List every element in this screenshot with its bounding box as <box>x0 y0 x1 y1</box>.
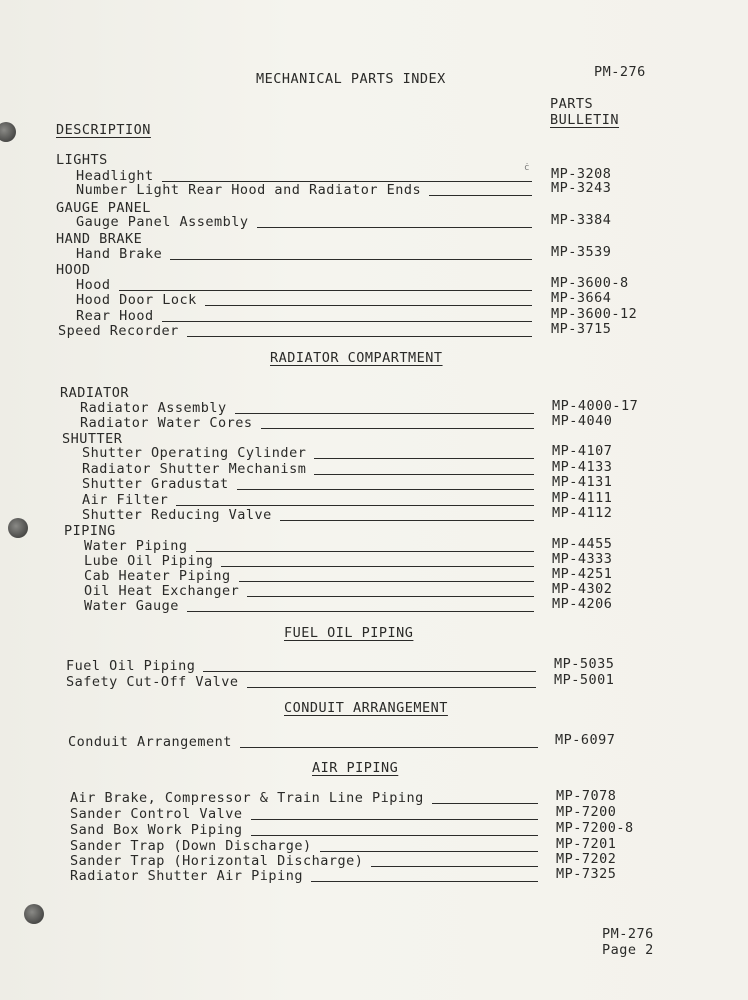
leader-line <box>251 819 538 820</box>
item-description: Radiator Assembly <box>80 400 227 416</box>
item-description: Shutter Operating Cylinder <box>82 445 307 461</box>
group-heading: PIPING <box>64 523 116 539</box>
section-heading: FUEL OIL PIPING <box>284 625 414 641</box>
item-description: Radiator Water Cores <box>80 415 253 431</box>
page-title: MECHANICAL PARTS INDEX <box>256 71 446 87</box>
leader-line <box>162 321 532 322</box>
item-description: Shutter Reducing Valve <box>82 507 272 523</box>
item-description: Lube Oil Piping <box>84 553 214 569</box>
leader-line <box>119 290 532 291</box>
item-description: Radiator Shutter Air Piping <box>70 868 303 884</box>
leader-line <box>280 520 534 521</box>
item-description: Water Piping <box>84 538 188 554</box>
leader-line <box>247 687 536 688</box>
item-description: Sander Trap (Horizontal Discharge) <box>70 853 364 869</box>
bulletin-number: MP-3539 <box>551 244 612 260</box>
page-code: PM-276 <box>594 64 646 80</box>
bulletin-number: MP-4302 <box>552 581 613 597</box>
bulletin-number: MP-4206 <box>552 596 613 612</box>
item-description: Headlight <box>76 168 154 184</box>
binder-hole-icon <box>24 904 44 924</box>
bulletin-number: MP-3664 <box>551 290 612 306</box>
item-description: Sand Box Work Piping <box>70 822 243 838</box>
bulletin-number: MP-3600-8 <box>551 275 629 291</box>
group-heading: GAUGE PANEL <box>56 200 151 216</box>
bulletin-number: MP-4455 <box>552 536 613 552</box>
leader-line <box>432 803 538 804</box>
bulletin-number: MP-3715 <box>551 321 612 337</box>
bulletin-number: MP-6097 <box>555 732 616 748</box>
leader-line <box>320 851 538 852</box>
bulletin-number: MP-4131 <box>552 474 613 490</box>
leader-line <box>205 305 532 306</box>
bulletin-number: MP-4111 <box>552 490 613 506</box>
leader-line <box>240 747 538 748</box>
item-description: Cab Heater Piping <box>84 568 231 584</box>
item-description: Hand Brake <box>76 246 163 262</box>
leader-line <box>170 259 532 260</box>
leader-line <box>314 474 534 475</box>
item-description: Oil Heat Exchanger <box>84 583 240 599</box>
bulletin-number: MP-7200-8 <box>556 820 634 836</box>
item-description: Gauge Panel Assembly <box>76 214 249 230</box>
leader-line <box>257 227 532 228</box>
item-description: Number Light Rear Hood and Radiator Ends <box>76 182 422 198</box>
bulletin-number: MP-7201 <box>556 836 617 852</box>
leader-line <box>187 611 534 612</box>
binder-hole-icon <box>8 518 28 538</box>
item-description: Hood <box>76 277 111 293</box>
bulletin-number: MP-7325 <box>556 866 617 882</box>
item-description: Safety Cut-Off Valve <box>66 674 239 690</box>
leader-line <box>196 551 534 552</box>
leader-line <box>187 336 532 337</box>
section-heading: RADIATOR COMPARTMENT <box>270 350 443 366</box>
item-description: Rear Hood <box>76 308 154 324</box>
bulletin-number: MP-4112 <box>552 505 613 521</box>
leader-line <box>251 835 538 836</box>
item-description: Sander Trap (Down Discharge) <box>70 838 312 854</box>
item-description: Hood Door Lock <box>76 292 197 308</box>
bulletin-number: MP-7202 <box>556 851 617 867</box>
bulletin-number: MP-3384 <box>551 212 612 228</box>
bulletin-number: MP-5035 <box>554 656 615 672</box>
leader-line <box>247 596 534 597</box>
group-heading: HAND BRAKE <box>56 231 143 247</box>
bulletin-label: BULLETIN <box>550 112 620 128</box>
description-label: DESCRIPTION <box>56 122 151 138</box>
leader-line <box>235 413 534 414</box>
leader-line <box>239 581 534 582</box>
bulletin-number: MP-7200 <box>556 804 617 820</box>
item-description: Conduit Arrangement <box>68 734 232 750</box>
section-heading: CONDUIT ARRANGEMENT <box>284 700 448 716</box>
footer-code: PM-276 <box>602 926 654 942</box>
leader-line <box>237 489 534 490</box>
stray-mark: ċ <box>524 163 530 173</box>
item-description: Speed Recorder <box>58 323 179 339</box>
leader-line <box>261 428 534 429</box>
item-description: Sander Control Valve <box>70 806 243 822</box>
bulletin-number: MP-3243 <box>551 180 612 196</box>
leader-line <box>429 195 532 196</box>
bulletin-number: MP-4000-17 <box>552 398 639 414</box>
group-heading: SHUTTER <box>62 431 123 447</box>
bulletin-number: MP-5001 <box>554 672 615 688</box>
leader-line <box>311 881 538 882</box>
leader-line <box>203 671 536 672</box>
item-description: Fuel Oil Piping <box>66 658 196 674</box>
leader-line <box>221 566 534 567</box>
bulletin-number: MP-4107 <box>552 443 613 459</box>
bulletin-number: MP-3600-12 <box>551 306 638 322</box>
group-heading: LIGHTS <box>56 152 108 168</box>
parts-label: PARTS <box>550 96 594 112</box>
bulletin-number: MP-4251 <box>552 566 613 582</box>
item-description: Radiator Shutter Mechanism <box>82 461 307 477</box>
bulletin-number: MP-3208 <box>551 166 612 182</box>
bulletin-number: MP-4133 <box>552 459 613 475</box>
leader-line <box>371 866 538 867</box>
item-description: Water Gauge <box>84 598 179 614</box>
item-description: Shutter Gradustat <box>82 476 229 492</box>
item-description: Air Filter <box>82 492 169 508</box>
binder-hole-icon <box>0 122 16 142</box>
bulletin-number: MP-4040 <box>552 413 613 429</box>
bulletin-number: MP-7078 <box>556 788 617 804</box>
group-heading: HOOD <box>56 262 91 278</box>
item-description: Air Brake, Compressor & Train Line Piping <box>70 790 424 806</box>
footer-page: Page 2 <box>602 942 654 958</box>
group-heading: RADIATOR <box>60 385 130 401</box>
bulletin-number: MP-4333 <box>552 551 613 567</box>
leader-line <box>176 505 534 506</box>
leader-line <box>314 458 534 459</box>
section-heading: AIR PIPING <box>312 760 399 776</box>
